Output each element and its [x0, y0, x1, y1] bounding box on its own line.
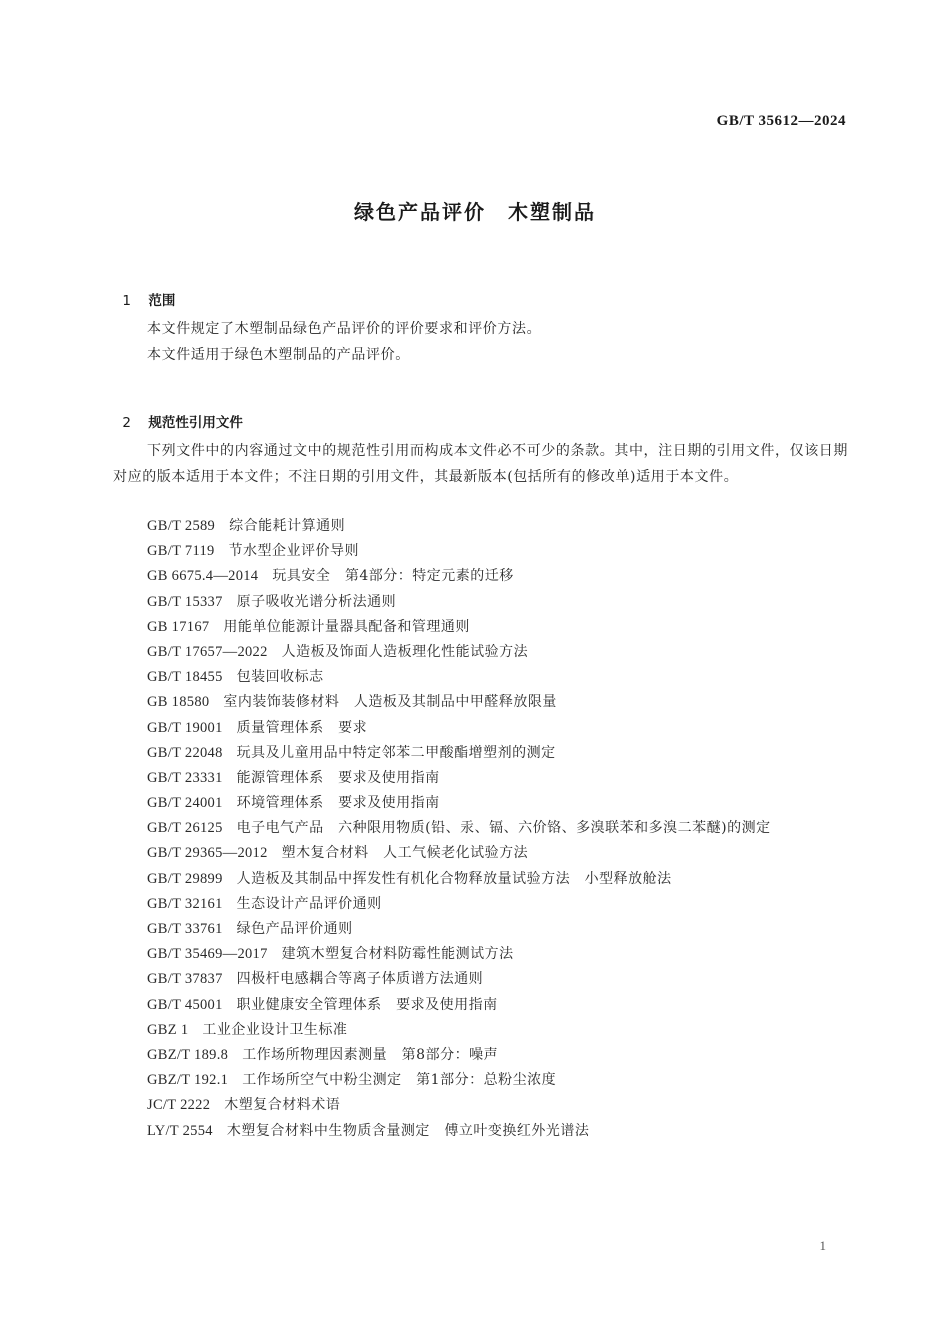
reference-item	[147, 590, 771, 615]
section-number: 1	[122, 293, 131, 309]
reference-code: GBZ/T 189.8	[147, 1046, 229, 1063]
document-title: 绿色产品评价 木塑制品	[354, 200, 596, 224]
section-title: 规范性引用文件	[148, 415, 243, 431]
reference-item	[147, 741, 771, 766]
reference-item	[147, 942, 771, 967]
reference-title: 工作场所物理因素测量 第8部分：噪声	[242, 1046, 499, 1063]
scope-line: 本文件规定了木塑制品绿色产品评价的评价要求和评价方法。	[147, 321, 542, 337]
page-number: 1	[819, 1238, 826, 1253]
reference-title: 人造板及饰面人造板理化性能试验方法	[281, 643, 529, 660]
reference-item	[147, 1018, 771, 1043]
section-heading-normative-references	[113, 395, 243, 431]
reference-item	[147, 841, 771, 866]
reference-code: GB/T 23331	[147, 769, 223, 786]
reference-code: GB/T 2589	[147, 518, 216, 534]
reference-title: 人造板及其制品中挥发性有机化合物释放量试验方法 小型释放舱法	[236, 870, 672, 887]
reference-item	[147, 1119, 771, 1144]
reference-item	[147, 892, 771, 917]
reference-title: 工业企业设计卫生标准	[202, 1021, 348, 1038]
reference-item	[147, 539, 771, 564]
reference-code: GB/T 45001	[147, 996, 223, 1013]
reference-code: GB/T 33761	[147, 921, 223, 937]
reference-code: GB/T 22048	[147, 744, 223, 761]
reference-code: GB/T 7119	[147, 543, 215, 560]
reference-code: GB/T 18455	[147, 669, 223, 686]
reference-title: 木塑复合材料中生物质含量测定 傅立叶变换红外光谱法	[226, 1122, 590, 1139]
reference-item	[147, 791, 771, 816]
reference-title: 玩具及儿童用品中特定邻苯二甲酸酯增塑剂的测定	[236, 744, 556, 761]
reference-item	[147, 690, 771, 715]
reference-code: GBZ 1	[147, 1021, 189, 1038]
section-heading-scope	[113, 273, 175, 309]
normative-intro-paragraph: 下列文件中的内容通过文中的规范性引用而构成本文件必不可少的条款。其中，注日期的引用文件，仅该日期对应的版本适用于本文件；不注日期的引用文件，其最新版本(包括所有的修改单)适用于本文件。	[113, 443, 848, 485]
reference-title: 原子吸收光谱分析法通则	[236, 593, 397, 610]
scope-line: 本文件适用于绿色木塑制品的产品评价。	[147, 346, 410, 363]
reference-code: GB/T 15337	[147, 593, 223, 610]
reference-title: 塑木复合材料 人工气候老化试验方法	[281, 845, 529, 862]
reference-title: 节水型企业评价导则	[228, 543, 360, 560]
reference-item	[147, 564, 771, 589]
reference-title: 工作场所空气中粉尘测定 第1部分：总粉尘浓度	[242, 1072, 557, 1089]
reference-title: 建筑木塑复合材料防霉性能测试方法	[281, 946, 514, 963]
scope-paragraphs	[147, 317, 541, 368]
reference-title: 质量管理体系 要求	[236, 719, 368, 736]
reference-code: GB 17167	[147, 618, 210, 635]
section-number: 2	[122, 415, 131, 431]
reference-item	[147, 1093, 771, 1118]
reference-code: GB 18580	[147, 694, 210, 711]
reference-item	[147, 615, 771, 640]
reference-item	[147, 665, 771, 690]
reference-title: 生态设计产品评价通则	[236, 895, 382, 912]
reference-code: GBZ/T 192.1	[147, 1072, 229, 1089]
reference-title: 木塑复合材料术语	[224, 1097, 341, 1114]
reference-code: GB/T 35469—2017	[147, 946, 268, 963]
reference-item	[147, 640, 771, 665]
reference-code: GB/T 37837	[147, 971, 223, 988]
reference-code: LY/T 2554	[147, 1122, 213, 1139]
reference-code: GB/T 19001	[147, 719, 223, 736]
reference-item	[147, 1043, 771, 1068]
reference-item	[147, 766, 771, 791]
reference-code: GB/T 29365—2012	[147, 845, 268, 862]
reference-title: 室内装饰装修材料 人造板及其制品中甲醛释放限量	[223, 694, 557, 711]
reference-title: 绿色产品评价通则	[236, 921, 353, 937]
reference-title: 职业健康安全管理体系 要求及使用指南	[236, 996, 498, 1013]
reference-title: 四极杆电感耦合等离子体质谱方法通则	[236, 971, 484, 988]
reference-code: JC/T 2222	[147, 1097, 211, 1114]
reference-item	[147, 816, 771, 841]
section-title: 范围	[148, 293, 176, 309]
reference-item	[147, 867, 771, 892]
reference-item	[147, 716, 771, 741]
reference-code: GB 6675.4—2014	[147, 568, 259, 585]
reference-item	[147, 967, 771, 992]
reference-title: 包装回收标志	[236, 669, 324, 686]
reference-title: 环境管理体系 要求及使用指南	[236, 795, 440, 812]
reference-title: 综合能耗计算通则	[229, 518, 346, 534]
reference-title: 玩具安全 第4部分：特定元素的迁移	[272, 568, 514, 585]
reference-item	[147, 514, 771, 539]
document-code: GB/T 35612—2024	[716, 113, 846, 129]
reference-code: GB/T 29899	[147, 870, 223, 887]
reference-item	[147, 1068, 771, 1093]
reference-title: 用能单位能源计量器具配备和管理通则	[223, 618, 470, 635]
reference-code: GB/T 26125	[147, 820, 223, 837]
reference-item	[147, 993, 771, 1018]
reference-list	[147, 514, 771, 1144]
reference-code: GB/T 32161	[147, 895, 223, 912]
reference-title: 电子电气产品 六种限用物质(铅、汞、镉、六价铬、多溴联苯和多溴二苯醚)的测定	[236, 820, 771, 837]
reference-item	[147, 917, 771, 942]
reference-code: GB/T 17657—2022	[147, 643, 268, 660]
reference-code: GB/T 24001	[147, 795, 223, 812]
reference-title: 能源管理体系 要求及使用指南	[236, 769, 440, 786]
